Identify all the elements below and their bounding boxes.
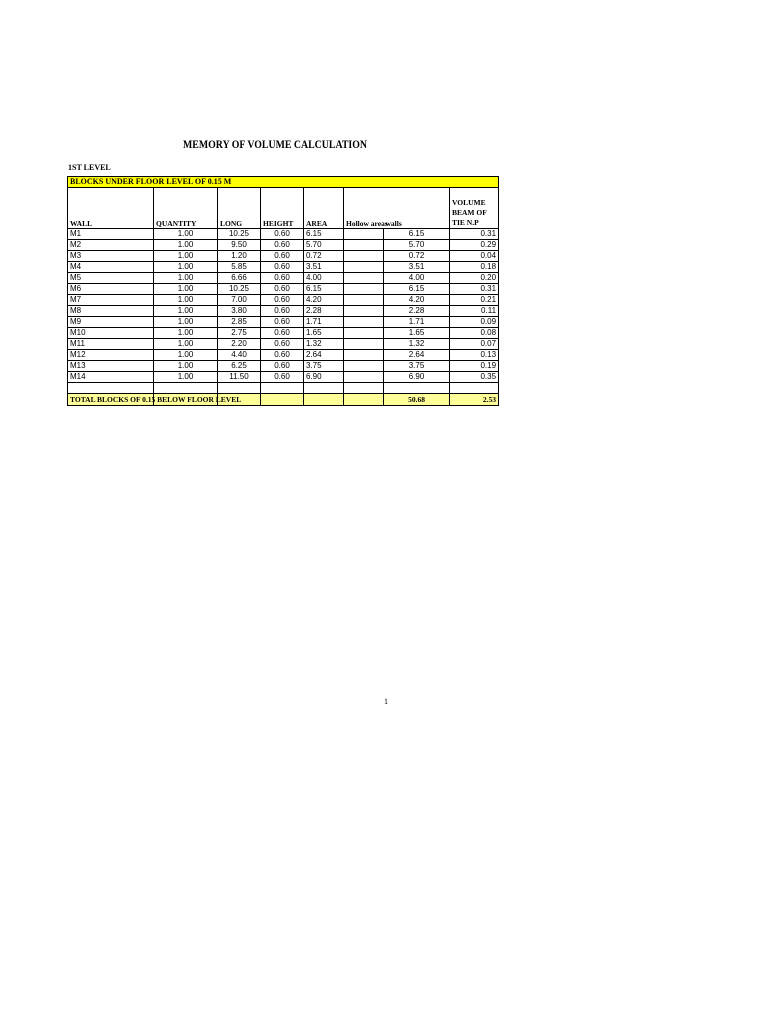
table-cell: M13: [68, 361, 154, 372]
table-cell: 0.29: [450, 240, 499, 251]
table-cell: 5.70: [384, 240, 450, 251]
table-cell: 0.60: [261, 306, 304, 317]
table-cell: 0.08: [450, 328, 499, 339]
table-cell: 2.20: [218, 339, 261, 350]
table-cell: 0.60: [261, 273, 304, 284]
table-cell: 1.00: [154, 229, 218, 240]
table-cell: 1.00: [154, 350, 218, 361]
header-wall: WALL: [68, 188, 154, 229]
table-cell: M9: [68, 317, 154, 328]
table-row: [68, 328, 499, 339]
table-cell: 0.60: [261, 262, 304, 273]
empty-cell: [344, 383, 384, 394]
table-row: [68, 339, 499, 350]
banner-label: BLOCKS UNDER FLOOR LEVEL OF 0.15 M: [68, 177, 499, 188]
page-number: 1: [384, 697, 388, 706]
table-cell: [344, 372, 384, 383]
table-cell: 1.00: [154, 317, 218, 328]
empty-cell: [261, 383, 304, 394]
table-row: [68, 240, 499, 251]
table-cell: 0.60: [261, 251, 304, 262]
table-cell: M2: [68, 240, 154, 251]
table-cell: 0.60: [261, 350, 304, 361]
table-cell: 0.35: [450, 372, 499, 383]
table-cell: M6: [68, 284, 154, 295]
table-cell: 0.20: [450, 273, 499, 284]
table-row: [68, 306, 499, 317]
table-cell: 6.15: [304, 284, 344, 295]
total-volume: 2.53: [450, 394, 499, 406]
table-cell: 1.65: [304, 328, 344, 339]
table-cell: 1.00: [154, 273, 218, 284]
table-cell: 1.00: [154, 339, 218, 350]
table-cell: 1.65: [384, 328, 450, 339]
level-label: 1ST LEVEL: [68, 163, 111, 172]
table-cell: [344, 339, 384, 350]
table-cell: 4.20: [304, 295, 344, 306]
table-cell: 3.51: [384, 262, 450, 273]
table-cell: 0.09: [450, 317, 499, 328]
table-cell: 4.20: [384, 295, 450, 306]
table-cell: [344, 240, 384, 251]
empty-cell: [384, 383, 450, 394]
table-cell: 0.11: [450, 306, 499, 317]
table-cell: 2.28: [384, 306, 450, 317]
table-cell: 5.85: [218, 262, 261, 273]
table-cell: [344, 361, 384, 372]
table-row: [68, 372, 499, 383]
table-row: [68, 317, 499, 328]
table-cell: M7: [68, 295, 154, 306]
empty-cell: [304, 394, 344, 406]
empty-cell: [154, 383, 218, 394]
table-cell: 1.00: [154, 295, 218, 306]
empty-cell: [218, 383, 261, 394]
empty-cell: [261, 394, 304, 406]
table-cell: 0.60: [261, 295, 304, 306]
table-cell: 1.00: [154, 240, 218, 251]
table-cell: 0.72: [384, 251, 450, 262]
table-cell: M11: [68, 339, 154, 350]
table-cell: 0.07: [450, 339, 499, 350]
table-cell: 4.40: [218, 350, 261, 361]
table-cell: 0.31: [450, 284, 499, 295]
table-cell: 2.85: [218, 317, 261, 328]
table-cell: 1.20: [218, 251, 261, 262]
table-cell: 0.60: [261, 339, 304, 350]
table-cell: M14: [68, 372, 154, 383]
table-cell: 0.19: [450, 361, 499, 372]
volume-table: [67, 176, 499, 406]
table-row: [68, 251, 499, 262]
table-cell: M12: [68, 350, 154, 361]
table-cell: 3.80: [218, 306, 261, 317]
table-cell: [344, 328, 384, 339]
table-cell: 0.21: [450, 295, 499, 306]
table-cell: [344, 317, 384, 328]
table-row: [68, 273, 499, 284]
header-row: [68, 188, 499, 229]
table-cell: 1.00: [154, 251, 218, 262]
header-height: HEIGHT: [261, 188, 304, 229]
table-cell: 6.90: [384, 372, 450, 383]
table-cell: [344, 350, 384, 361]
table-row: [68, 229, 499, 240]
header-long: LONG: [218, 188, 261, 229]
table-cell: 0.60: [261, 317, 304, 328]
table-cell: 2.75: [218, 328, 261, 339]
table-cell: 3.75: [384, 361, 450, 372]
header-volume: VOLUME BEAM OF TIE N.P: [450, 188, 499, 229]
table-cell: 1.71: [384, 317, 450, 328]
table-cell: 0.72: [304, 251, 344, 262]
table-cell: 5.70: [304, 240, 344, 251]
table-cell: [344, 295, 384, 306]
table-cell: 0.60: [261, 361, 304, 372]
table-cell: 0.60: [261, 372, 304, 383]
table-cell: 6.90: [304, 372, 344, 383]
table-cell: 4.00: [384, 273, 450, 284]
table-cell: 3.51: [304, 262, 344, 273]
table-cell: [344, 229, 384, 240]
table-cell: 6.25: [218, 361, 261, 372]
table-cell: 0.60: [261, 240, 304, 251]
table-cell: M5: [68, 273, 154, 284]
header-walls: walls: [384, 188, 450, 229]
table-cell: M8: [68, 306, 154, 317]
table-cell: 0.60: [261, 284, 304, 295]
table-cell: 7.00: [218, 295, 261, 306]
header-hollow: Hollow areas: [344, 188, 384, 229]
table-cell: 1.00: [154, 361, 218, 372]
document-title: MEMORY OF VOLUME CALCULATION: [183, 137, 367, 151]
total-label-text: TOTAL BLOCKS OF 0.15 BELOW FLOOR LEVEL: [70, 395, 242, 404]
table-cell: 2.64: [304, 350, 344, 361]
table-cell: 0.60: [261, 328, 304, 339]
table-cell: 6.15: [304, 229, 344, 240]
table-cell: 6.15: [384, 229, 450, 240]
table-cell: 10.25: [218, 284, 261, 295]
table-cell: 2.28: [304, 306, 344, 317]
table-cell: [344, 306, 384, 317]
blank-row: [68, 383, 499, 394]
table-cell: M3: [68, 251, 154, 262]
table-cell: 1.00: [154, 372, 218, 383]
table-cell: 1.00: [154, 306, 218, 317]
table-row: [68, 350, 499, 361]
table-cell: M10: [68, 328, 154, 339]
table-cell: 1.32: [304, 339, 344, 350]
table-cell: 0.31: [450, 229, 499, 240]
table-cell: 1.00: [154, 284, 218, 295]
table-cell: 0.04: [450, 251, 499, 262]
empty-cell: [68, 383, 154, 394]
table-cell: [344, 284, 384, 295]
header-quantity: QUANTITY: [154, 188, 218, 229]
table-cell: [344, 262, 384, 273]
table-cell: 1.00: [154, 328, 218, 339]
table-cell: 4.00: [304, 273, 344, 284]
table-cell: 3.75: [304, 361, 344, 372]
empty-cell: [344, 394, 384, 406]
total-row: [68, 394, 499, 406]
empty-cell: [450, 383, 499, 394]
table-cell: 1.00: [154, 262, 218, 273]
table-row: [68, 284, 499, 295]
table-cell: 10.25: [218, 229, 261, 240]
table-cell: 0.13: [450, 350, 499, 361]
table-cell: [344, 251, 384, 262]
table-cell: M1: [68, 229, 154, 240]
banner-row: [68, 177, 499, 188]
total-label: [68, 394, 242, 406]
table-row: [68, 262, 499, 273]
table-cell: 6.15: [384, 284, 450, 295]
table-cell: 6.66: [218, 273, 261, 284]
table-cell: 0.60: [261, 229, 304, 240]
table-cell: 11.50: [218, 372, 261, 383]
header-area: AREA: [304, 188, 344, 229]
table-cell: 9.50: [218, 240, 261, 251]
table-cell: 1.71: [304, 317, 344, 328]
table-cell: M4: [68, 262, 154, 273]
table-cell: [344, 273, 384, 284]
table-cell: 0.18: [450, 262, 499, 273]
total-walls: 50.68: [384, 394, 450, 406]
table-row: [68, 361, 499, 372]
table-cell: 2.64: [384, 350, 450, 361]
table-cell: 1.32: [384, 339, 450, 350]
table-row: [68, 295, 499, 306]
empty-cell: [304, 383, 344, 394]
